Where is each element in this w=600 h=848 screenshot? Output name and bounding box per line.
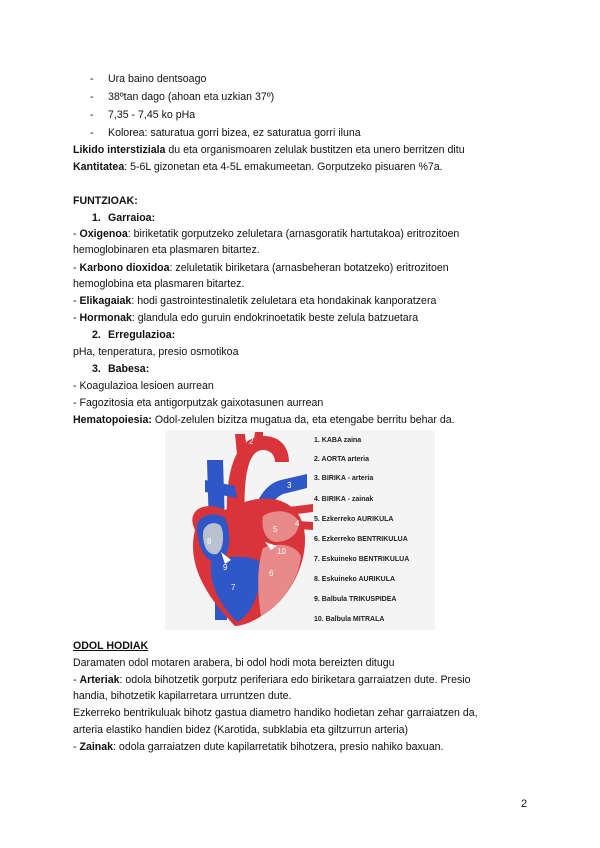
- odol-hodiak-heading: ODOL HODIAK: [73, 640, 149, 652]
- section-number: 2.: [92, 329, 101, 341]
- list-item: Kolorea: saturatua gorri bizea, ez saturatua gorri iluna: [108, 127, 361, 139]
- likido-paragraph: [73, 143, 465, 157]
- zainak-text: : odola garraiatzen dute kapilarretatik bihotzera, presio nahiko baxuan.: [113, 741, 444, 753]
- bullet-dash: -: [73, 262, 80, 274]
- likido-text: du eta organismoaren zelulak bustitzen eta unero berritzen ditu: [165, 144, 465, 156]
- bullet-dash: -: [73, 741, 80, 753]
- babesa-item: - Fagozitosia eta antigorputzak gaixotasunen aurrean: [73, 397, 324, 409]
- list-item: 38ºtan dago (ahoan eta uzkian 37º): [108, 91, 275, 103]
- elikagaiak-text: : hodi gastrointestinaletik zeluletara eta hondakinak kanporatzera: [131, 295, 437, 307]
- legend-item: 6. Ezkerreko BENTRIKULUA: [314, 536, 408, 543]
- elikagaiak-line: [73, 294, 436, 308]
- hormonak-label: Hormonak: [79, 312, 132, 324]
- bullet-dash: -: [73, 312, 80, 324]
- label-3: 3: [287, 481, 292, 490]
- babesa-item: - Koagulazioa lesioen aurrean: [73, 380, 214, 392]
- arteriak-line: [73, 673, 471, 687]
- section-title: Erregulazioa:: [108, 329, 176, 341]
- legend-item: 1. KABA zaina: [314, 437, 362, 444]
- hematopoiesia-paragraph: [73, 413, 455, 427]
- kantitatea-label: Kantitatea: [73, 161, 125, 173]
- label-1: 1: [203, 469, 208, 478]
- section-number: 3.: [92, 363, 101, 375]
- list-dash: -: [90, 91, 94, 103]
- section-title: Babesa:: [108, 363, 150, 375]
- ezkerreko-line: Ezkerreko bentrikuluak bihotz gastua diametro handiko hodietan zehar garraiatzen da,: [73, 707, 478, 719]
- oxigenoa-continuation: hemoglobinaren eta plasmaren bitartez.: [73, 244, 260, 256]
- list-dash: -: [90, 73, 94, 85]
- zainak-line: [73, 740, 443, 754]
- bullet-dash: -: [73, 295, 80, 307]
- karbono-continuation: hemoglobina eta plasmaren bitartez.: [73, 278, 245, 290]
- legend-item: 5. Ezkerreko AURIKULA: [314, 516, 394, 523]
- heart-diagram: [165, 430, 315, 630]
- hematopoiesia-text: Odol-zelulen bizitza mugatua da, eta etengabe berritu behar da.: [151, 414, 455, 426]
- list-item: 7,35 - 7,45 ko pHa: [108, 109, 196, 121]
- label-9: 9: [223, 563, 228, 572]
- odol-hodiak-intro: Daramaten odol motaren arabera, bi odol hodi mota bereizten ditugu: [73, 657, 395, 669]
- legend-item: 2. AORTA arteria: [314, 456, 369, 463]
- zainak-label: Zainak: [79, 741, 114, 753]
- section-number: 1.: [92, 212, 101, 224]
- legend-item: 3. BIRIKA - arteria: [314, 475, 374, 482]
- label-8: 8: [207, 537, 212, 546]
- legend-item: 10. Balbula MITRALA: [314, 616, 385, 623]
- kantitatea-text: : 5-6L gizonetan eta 4-5L emakumeetan. Gorputzeko pisuaren %7a.: [124, 161, 443, 173]
- elikagaiak-label: Elikagaiak: [79, 295, 132, 307]
- arteriak-label: Arteriak: [79, 674, 120, 686]
- label-4: 4: [295, 519, 300, 528]
- label-2: 2: [249, 437, 254, 446]
- erregulazioa-text: pHa, tenperatura, presio osmotikoa: [73, 346, 239, 358]
- section-title: Garraioa:: [108, 212, 156, 224]
- list-dash: -: [90, 109, 94, 121]
- page-number: 2: [521, 798, 528, 810]
- karbono-label: Karbono dioxidoa: [79, 262, 170, 274]
- bullet-dash: -: [73, 674, 80, 686]
- karbono-text: : zeluletatik biriketara (arnasbeheran botatzeko) eritrozitoen: [169, 262, 449, 274]
- ezkerreko-continuation: arteria elastiko handien bidez (Karotida, subklabia eta giltzurrun arteria): [73, 724, 409, 736]
- aorta-branch: [253, 432, 263, 448]
- oxigenoa-label: Oxigenoa: [79, 228, 128, 240]
- kantitatea-paragraph: [73, 160, 443, 174]
- funtzioak-heading: FUNTZIOAK:: [73, 195, 138, 207]
- label-7: 7: [231, 583, 236, 592]
- hormonak-line: [73, 311, 418, 325]
- label-10: 10: [277, 547, 286, 556]
- list-dash: -: [90, 127, 94, 139]
- oxigenoa-line: [73, 227, 459, 241]
- legend-item: 4. BIRIKA - zainak: [314, 496, 374, 503]
- aorta-branch: [235, 434, 247, 454]
- label-5: 5: [273, 525, 278, 534]
- bullet-dash: -: [73, 228, 80, 240]
- label-6: 6: [269, 569, 274, 578]
- legend-item: 9. Balbula TRIKUSPIDEA: [314, 596, 397, 603]
- karbono-line: [73, 261, 449, 275]
- oxigenoa-text: : biriketatik gorputzeko zeluletara (arnasgoratik hartutakoa) eritrozitoen: [127, 228, 460, 240]
- arteriak-text: : odola bihotzetik gorputz periferiara edo biriketara garraiatzen dute. Presio: [119, 674, 471, 686]
- hormonak-text: : glandula edo guruin endokrinoetatik beste zelula batzuetara: [131, 312, 419, 324]
- legend-item: 8. Eskuineko AURIKULA: [314, 576, 396, 583]
- legend-item: 7. Eskuineko BENTRIKULUA: [314, 556, 410, 563]
- hematopoiesia-label: Hematopoiesia:: [73, 414, 152, 426]
- list-item: Ura baino dentsoago: [108, 73, 207, 85]
- likido-label: Likido interstiziala: [73, 144, 166, 156]
- arteriak-continuation: handia, bihotzetik kapilarretara urruntzen dute.: [73, 690, 292, 702]
